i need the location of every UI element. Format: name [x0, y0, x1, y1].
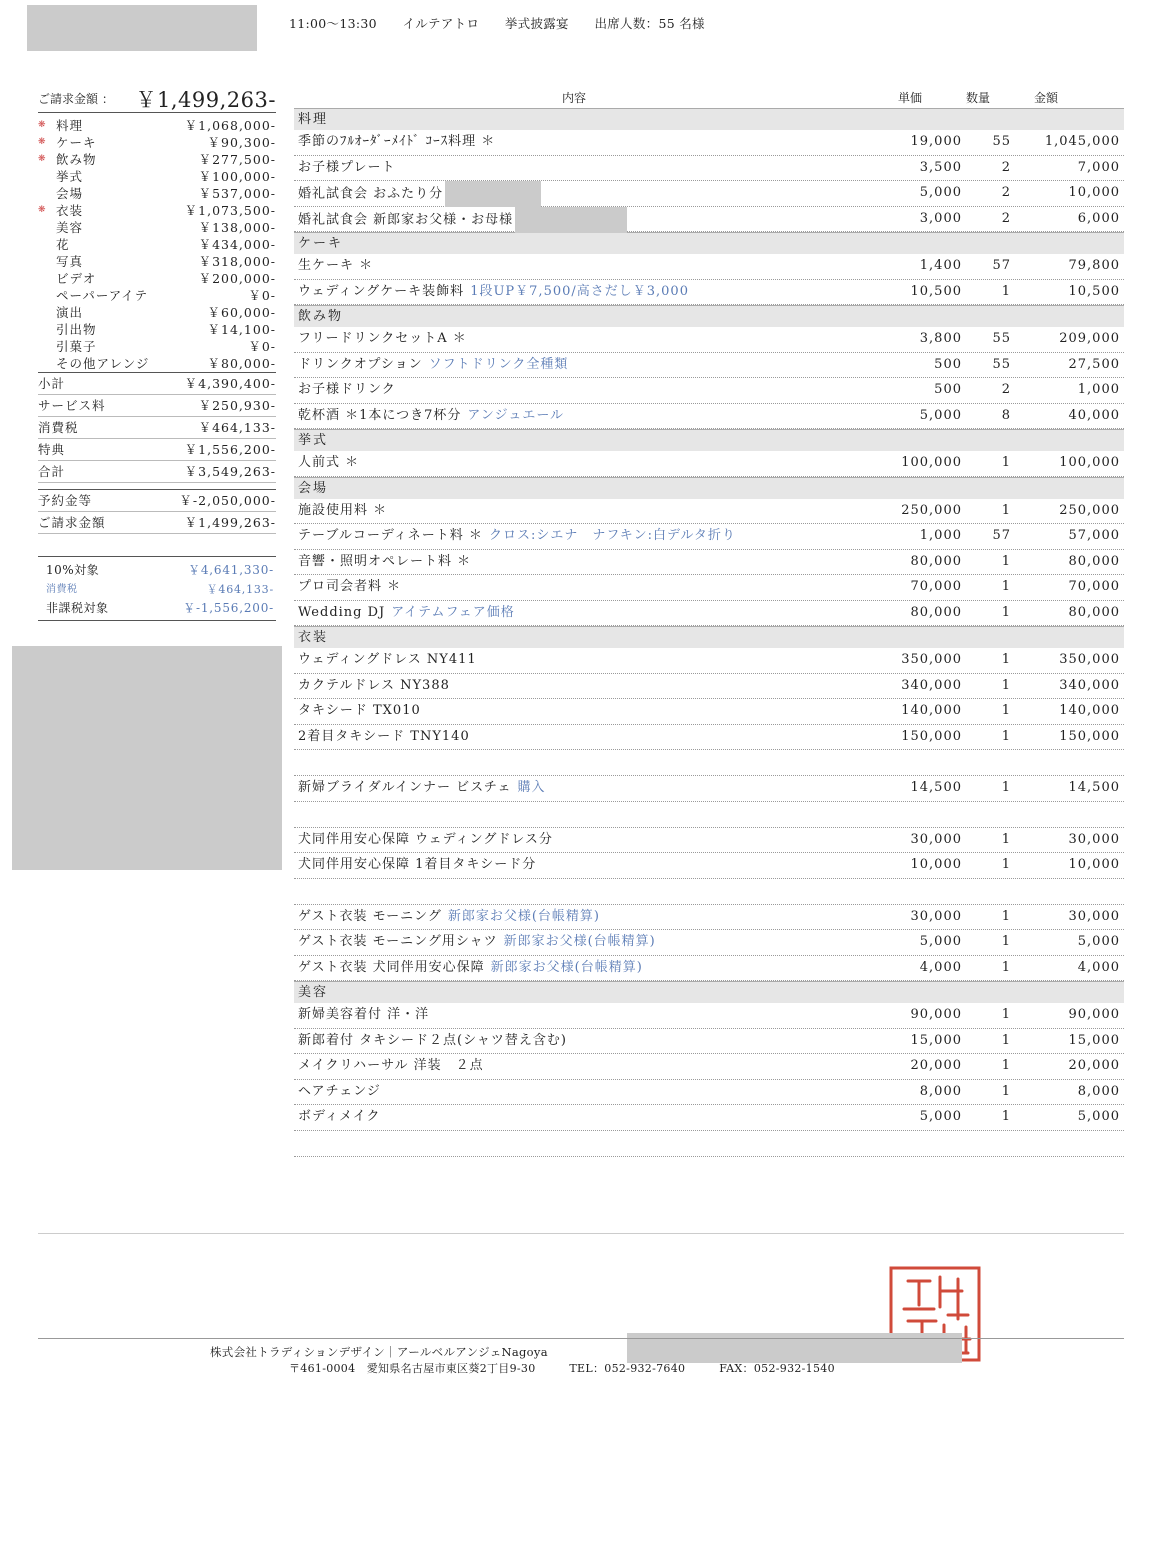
asterisk-mark: ❋ [38, 205, 46, 215]
table-row [294, 378, 1124, 404]
summary-value: ￥434,000- [198, 237, 276, 252]
table-row [294, 1105, 1124, 1131]
table-row [294, 130, 1124, 156]
table-row [294, 550, 1124, 576]
summary-row [38, 117, 276, 134]
item-name: 人前式 ＊ [298, 455, 360, 470]
summary-value: ￥80,000- [207, 356, 276, 371]
item-price: 90,000 [910, 1007, 962, 1022]
item-price: 80,000 [910, 553, 962, 569]
item-name: お子様プレート [298, 159, 396, 175]
item-qty: 55 [992, 331, 1011, 346]
summary-label: ケーキ [56, 135, 97, 150]
table-row [294, 905, 1124, 931]
summary-label: ビデオ [56, 271, 97, 286]
item-qty: 1 [1001, 1083, 1011, 1099]
blank-row [294, 1131, 1124, 1157]
totals-list [38, 372, 276, 483]
item-amount: 27,500 [1068, 356, 1120, 372]
summary-total-label: 予約金等 [38, 493, 93, 508]
summary-row [38, 134, 276, 151]
tax-row [38, 599, 276, 618]
summary-label: 引菓子 [56, 339, 97, 354]
tax-value: ￥-1,556,200- [183, 601, 274, 615]
summary-total-row [38, 461, 276, 483]
item-price: 350,000 [901, 652, 962, 667]
item-qty: 8 [1001, 407, 1011, 423]
item-amount: 6,000 [1077, 210, 1120, 226]
summary-value: ￥60,000- [207, 305, 276, 320]
summary-row [38, 321, 276, 338]
item-price: 1,400 [919, 258, 962, 273]
summary-value: ￥537,000- [198, 186, 276, 201]
section-header: 挙式 [294, 429, 1124, 451]
item-qty: 2 [1001, 210, 1011, 226]
item-amount: 140,000 [1059, 703, 1120, 718]
table-row [294, 280, 1124, 306]
item-amount: 80,000 [1068, 553, 1120, 569]
item-qty: 1 [1001, 604, 1011, 620]
summary-row [38, 185, 276, 202]
blank-row [294, 879, 1124, 905]
summary-total-row [38, 490, 276, 512]
summary-value: ￥0- [248, 288, 276, 303]
item-qty: 1 [1001, 652, 1011, 667]
summary-total-value: ￥1,556,200- [184, 442, 276, 457]
tax-breakdown [38, 556, 276, 621]
item-qty: 2 [1001, 185, 1011, 200]
table-row [294, 404, 1124, 430]
billing-total-value: ￥1,499,263- [135, 88, 276, 112]
table-row [294, 776, 1124, 802]
section-header: 飲み物 [294, 305, 1124, 327]
item-amount: 1,045,000 [1044, 134, 1120, 149]
item-note: クロス:シエナ ナフキン:白デルタ折り [488, 528, 736, 543]
item-qty: 1 [1001, 283, 1011, 299]
table-row [294, 699, 1124, 725]
summary-total-value: ￥1,499,263- [184, 515, 276, 530]
summary-row [38, 253, 276, 270]
summary-label: 引出物 [56, 322, 97, 337]
item-price: 10,500 [910, 283, 962, 299]
tax-label: 非課税対象 [46, 601, 109, 615]
summary-total-value: ￥3,549,263- [184, 464, 276, 479]
item-note: 新郎家お父様(台帳精算) [447, 908, 600, 924]
item-qty: 55 [992, 356, 1011, 372]
item-amount: 340,000 [1059, 677, 1120, 693]
item-amount: 14,500 [1068, 780, 1120, 795]
item-price: 15,000 [910, 1032, 962, 1048]
item-name: カクテルドレス NY388 [298, 677, 450, 693]
item-qty: 1 [1001, 1032, 1011, 1048]
table-row [294, 853, 1124, 879]
item-amount: 5,000 [1077, 934, 1120, 949]
summary-label: 美容 [56, 220, 84, 235]
summary-label: 会場 [56, 186, 84, 201]
item-amount: 350,000 [1059, 652, 1120, 667]
summary-total-value: ￥250,930- [198, 398, 276, 413]
section-header: 美容 [294, 981, 1124, 1003]
summary-total-row [38, 395, 276, 417]
table-header [294, 88, 1124, 108]
summary-label: その他アレンジ [56, 356, 150, 371]
item-price: 3,500 [919, 159, 962, 175]
item-name: ヘアチェンジ [298, 1083, 381, 1099]
item-amount: 150,000 [1059, 728, 1120, 744]
summary-label: 挙式 [56, 169, 84, 184]
summary-label: 衣装 [56, 203, 84, 218]
blank-row [294, 750, 1124, 776]
summary-total-label: 小計 [38, 376, 66, 391]
item-qty: 1 [1001, 502, 1011, 518]
item-price: 500 [934, 356, 962, 372]
col-price: 単価 [898, 91, 923, 105]
summary-total-value: ￥464,133- [198, 420, 276, 435]
table-row [294, 451, 1124, 477]
item-name: 新婦ブライダルインナー ビスチェ 購入 [298, 780, 546, 795]
item-note: アンジュエール [467, 407, 565, 423]
item-amount: 15,000 [1068, 1032, 1120, 1048]
redacted-text [445, 181, 541, 207]
item-name: 新婦美容着付 洋・洋 [298, 1007, 430, 1022]
col-content: 内容 [562, 91, 587, 105]
item-name: 乾杯酒 ＊1本につき7杯分 アンジュエール [298, 407, 565, 423]
item-amount: 10,500 [1068, 283, 1120, 299]
item-qty: 1 [1001, 780, 1011, 795]
summary-value: ￥138,000- [198, 220, 276, 235]
asterisk-mark: ❋ [38, 154, 46, 164]
tax-row [38, 580, 276, 599]
item-qty: 1 [1001, 934, 1011, 949]
summary-total-label: 合計 [38, 464, 66, 479]
item-name: 2着目タキシード TNY140 [298, 728, 470, 744]
item-qty: 1 [1001, 728, 1011, 744]
item-note: 1段UP￥7,500/高さだし￥3,000 [470, 283, 689, 299]
item-name: 犬同伴用安心保障 ウェディングドレス分 [298, 831, 553, 847]
item-qty: 1 [1001, 1058, 1011, 1073]
summary-total-row [38, 373, 276, 395]
item-amount: 7,000 [1077, 159, 1120, 175]
table-row [294, 254, 1124, 280]
item-note: 購入 [517, 780, 546, 795]
item-price: 8,000 [919, 1083, 962, 1099]
summary-label: 料理 [56, 118, 84, 133]
item-qty: 1 [1001, 959, 1011, 975]
item-amount: 209,000 [1059, 331, 1120, 346]
item-qty: 1 [1001, 908, 1011, 924]
table-row [294, 524, 1124, 550]
item-amount: 30,000 [1068, 908, 1120, 924]
item-note: アイテムフェア価格 [391, 604, 515, 620]
summary-label: 写真 [56, 254, 84, 269]
table-row [294, 1029, 1124, 1055]
item-name: 音響・照明オペレート料 ＊ [298, 553, 472, 569]
item-name: テーブルコーディネート料 ＊ クロス:シエナ ナフキン:白デルタ折り [298, 528, 736, 543]
summary-row [38, 168, 276, 185]
item-amount: 250,000 [1059, 502, 1120, 518]
item-qty: 1 [1001, 455, 1011, 470]
item-name: ゲスト衣装 モーニング 新郎家お父様(台帳精算) [298, 908, 600, 924]
footer-address: 〒461-0004 愛知県名古屋市東区葵2丁目9-30 TEL：052-932-7640 FAX：052-932-1540 [289, 1362, 835, 1375]
table-sections [294, 108, 1124, 1157]
item-qty: 2 [1001, 382, 1011, 397]
summary-value: ￥277,500- [198, 152, 276, 167]
deposit-list [38, 489, 276, 534]
item-price: 20,000 [910, 1058, 962, 1073]
summary-total-row [38, 512, 276, 534]
category-list [38, 117, 276, 372]
item-price: 250,000 [901, 502, 962, 518]
item-price: 5,000 [919, 1109, 962, 1124]
item-qty: 1 [1001, 677, 1011, 693]
item-qty: 1 [1001, 553, 1011, 569]
item-amount: 80,000 [1068, 604, 1120, 620]
col-amount: 金額 [1034, 91, 1059, 105]
summary-row [38, 219, 276, 236]
table-row [294, 156, 1124, 182]
item-amount: 5,000 [1077, 1109, 1120, 1124]
summary-total-row [38, 439, 276, 461]
item-price: 340,000 [901, 677, 962, 693]
asterisk-mark: ❋ [38, 120, 46, 130]
item-amount: 1,000 [1077, 382, 1120, 397]
item-price: 4,000 [919, 959, 962, 975]
item-name: ウェディングドレス NY411 [298, 652, 477, 667]
summary-total-label: 消費税 [38, 420, 79, 435]
summary-value: ￥1,068,000- [184, 118, 276, 133]
item-price: 140,000 [901, 703, 962, 718]
table-row [294, 181, 1124, 207]
billing-total [38, 84, 276, 113]
summary-value: ￥90,300- [207, 135, 276, 150]
item-price: 30,000 [910, 831, 962, 847]
summary-row [38, 287, 276, 304]
item-amount: 40,000 [1068, 407, 1120, 423]
item-qty: 57 [992, 528, 1011, 543]
summary-value: ￥100,000- [198, 169, 276, 184]
asterisk-mark: ❋ [38, 137, 46, 147]
item-amount: 70,000 [1068, 579, 1120, 594]
item-price: 150,000 [901, 728, 962, 744]
redacted-text [515, 207, 627, 233]
summary-row [38, 338, 276, 355]
summary-label: 演出 [56, 305, 84, 320]
summary-label: ペーパーアイテ [56, 288, 149, 303]
item-price: 3,000 [919, 210, 962, 226]
item-price: 70,000 [910, 579, 962, 594]
summary-row [38, 151, 276, 168]
item-price: 19,000 [910, 134, 962, 149]
item-qty: 1 [1001, 1109, 1011, 1124]
item-name: ゲスト衣装 犬同伴用安心保障 新郎家お父様(台帳精算) [298, 959, 643, 975]
item-price: 100,000 [901, 455, 962, 470]
item-name: 婚礼試食会 おふたり分 [298, 181, 541, 207]
item-amount: 10,000 [1068, 857, 1120, 872]
summary-value: ￥0- [248, 339, 276, 354]
table-row [294, 674, 1124, 700]
summary-value: ￥1,073,500- [184, 203, 276, 218]
item-name: ドリンクオプション ソフトドリンク全種類 [298, 356, 569, 372]
summary-row [38, 270, 276, 287]
item-amount: 100,000 [1059, 455, 1120, 470]
item-amount: 8,000 [1077, 1083, 1120, 1099]
table-row [294, 930, 1124, 956]
footer-company: 株式会社トラディションデザイン｜アールベルアンジェNagoya [210, 1345, 548, 1359]
item-note: 新郎家お父様(台帳精算) [490, 959, 643, 975]
summary-total-row [38, 417, 276, 439]
section-header: 衣装 [294, 626, 1124, 648]
item-amount: 57,000 [1068, 528, 1120, 543]
item-name: 施設使用料 ＊ [298, 502, 388, 518]
table-row [294, 956, 1124, 982]
table-row [294, 1054, 1124, 1080]
summary-label: 飲み物 [56, 152, 97, 167]
item-price: 3,800 [919, 331, 962, 346]
table-row [294, 725, 1124, 751]
section-header: 会場 [294, 477, 1124, 499]
item-name: 新郎着付 タキシード２点(シャツ替え含む) [298, 1032, 567, 1048]
item-qty: 1 [1001, 703, 1011, 718]
table-row [294, 1080, 1124, 1106]
item-amount: 10,000 [1068, 185, 1120, 200]
summary-row [38, 304, 276, 321]
table-row [294, 1003, 1124, 1029]
item-amount: 4,000 [1077, 959, 1120, 975]
tax-value: ￥464,133- [206, 583, 274, 596]
redacted-block-top [27, 5, 257, 51]
table-row [294, 207, 1124, 233]
summary-total-label: 特典 [38, 442, 66, 457]
item-qty: 1 [1001, 857, 1011, 872]
summary-value: ￥14,100- [207, 322, 276, 337]
item-note: ソフトドリンク全種類 [428, 356, 569, 372]
section-header: ケーキ [294, 232, 1124, 254]
item-name: 婚礼試食会 新郎家お父様・お母様 [298, 207, 627, 233]
section-header: 料理 [294, 108, 1124, 130]
item-name: Wedding DJ アイテムフェア価格 [298, 604, 515, 620]
tax-value: ￥4,641,330- [188, 563, 274, 577]
tax-label: 10%対象 [46, 563, 100, 577]
table-row [294, 648, 1124, 674]
redacted-block-left [12, 646, 282, 870]
tax-label: 消費税 [46, 584, 78, 595]
summary-value: ￥200,000- [198, 271, 276, 286]
item-price: 5,000 [919, 407, 962, 423]
billing-total-label: ご請求金額 ： [38, 92, 114, 106]
blank-row [294, 802, 1124, 828]
table-row [294, 575, 1124, 601]
footer-divider [38, 1338, 1124, 1339]
item-amount: 30,000 [1068, 831, 1120, 847]
item-qty: 1 [1001, 831, 1011, 847]
table-row [294, 499, 1124, 525]
table-row [294, 353, 1124, 379]
item-name: フリードリンクセットA ＊ [298, 331, 467, 346]
billing-summary [38, 84, 276, 621]
item-qty: 1 [1001, 579, 1011, 594]
summary-row [38, 236, 276, 253]
item-name: 生ケーキ ＊ [298, 258, 374, 273]
item-qty: 57 [992, 258, 1011, 273]
table-row [294, 327, 1124, 353]
table-row [294, 601, 1124, 627]
tax-row [38, 561, 276, 580]
item-qty: 2 [1001, 159, 1011, 175]
item-price: 5,000 [919, 185, 962, 200]
item-price: 1,000 [919, 528, 962, 543]
item-amount: 90,000 [1068, 1007, 1120, 1022]
item-amount: 20,000 [1068, 1058, 1120, 1073]
item-name: タキシード TX010 [298, 703, 421, 718]
item-price: 5,000 [919, 934, 962, 949]
summary-total-value: ￥-2,050,000- [179, 493, 276, 508]
item-name: 犬同伴用安心保障 1着目タキシード分 [298, 857, 537, 872]
item-note: 新郎家お父様(台帳精算) [503, 934, 656, 949]
item-price: 500 [934, 382, 962, 397]
event-info: 11:00～13:30 イルテアトロ 挙式披露宴 出席人数：55 名様 [289, 16, 705, 31]
item-price: 80,000 [910, 604, 962, 620]
item-price: 14,500 [910, 780, 962, 795]
summary-row [38, 355, 276, 372]
item-name: ウェディングケーキ装飾料 1段UP￥7,500/高さだし￥3,000 [298, 283, 689, 299]
item-name: ゲスト衣装 モーニング用シャツ 新郎家お父様(台帳精算) [298, 934, 656, 949]
item-name: お子様ドリンク [298, 382, 396, 397]
summary-value: ￥318,000- [198, 254, 276, 269]
col-qty: 数量 [966, 91, 991, 105]
item-price: 10,000 [910, 857, 962, 872]
item-qty: 55 [992, 134, 1011, 149]
summary-total-value: ￥4,390,400- [184, 376, 276, 391]
summary-total-label: ご請求金額 [38, 515, 106, 530]
item-qty: 1 [1001, 1007, 1011, 1022]
item-amount: 79,800 [1068, 258, 1120, 273]
item-name: メイクリハーサル 洋装 ２点 [298, 1058, 484, 1073]
summary-label: 花 [56, 237, 70, 252]
item-name: プロ司会者料 ＊ [298, 579, 402, 594]
invoice-table [294, 88, 1124, 1157]
item-name: ボディメイク [298, 1109, 381, 1124]
summary-total-label: サービス料 [38, 398, 106, 413]
table-row [294, 828, 1124, 854]
divider [38, 1233, 1124, 1234]
item-price: 30,000 [910, 908, 962, 924]
summary-row [38, 202, 276, 219]
item-name: 季節のﾌﾙｵｰﾀﾞｰﾒｲﾄﾞ ｺｰｽ料理 ＊ [298, 134, 496, 149]
